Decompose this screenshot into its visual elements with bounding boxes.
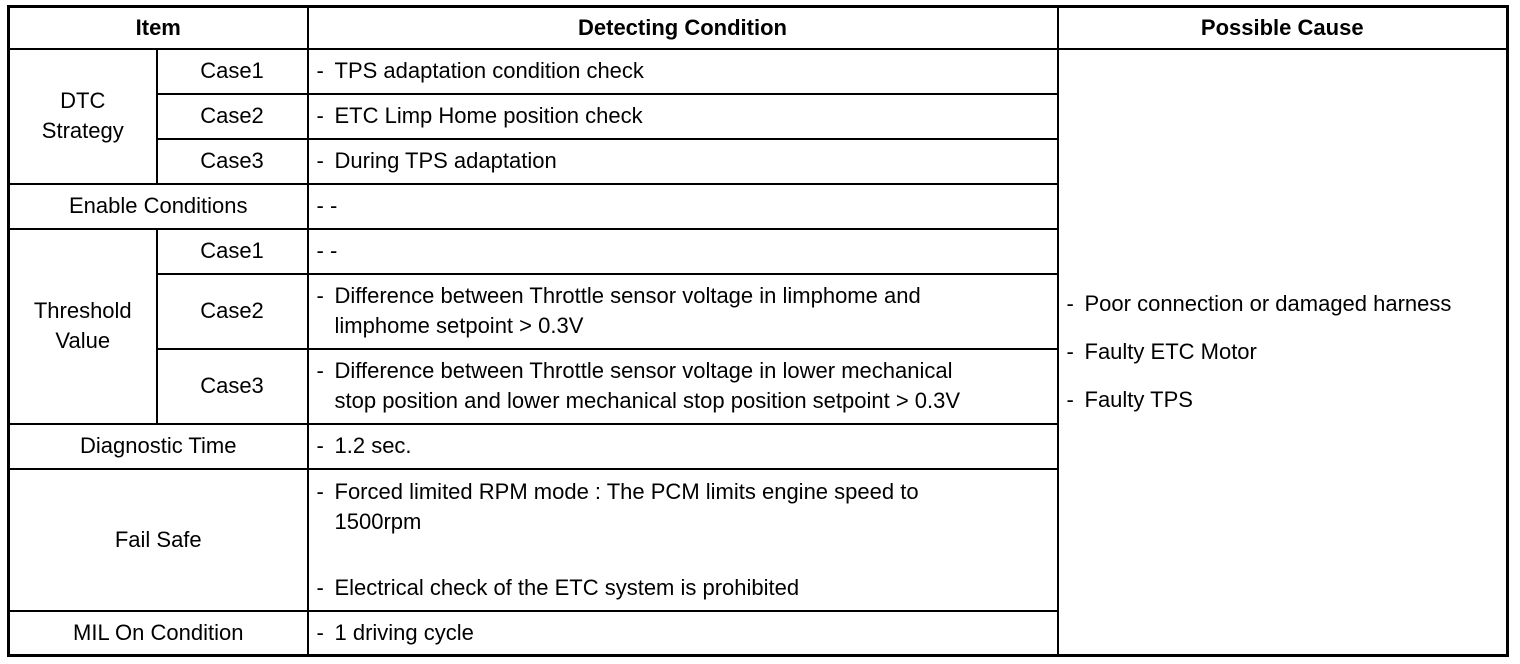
case-label: Case2 (157, 274, 308, 349)
condition-cell: - - (308, 229, 1058, 274)
condition-cell: - Forced limited RPM mode : The PCM limits engine speed to 1500rpm - Electrical check of the ETC system is prohibited (308, 469, 1058, 611)
case-label: Case1 (157, 49, 308, 94)
header-row (9, 7, 1508, 49)
condition-cell: - ETC Limp Home position check (308, 94, 1058, 139)
diagnostic-time-label: Diagnostic Time (9, 424, 308, 469)
header-detecting-condition: Detecting Condition (308, 7, 1058, 49)
dtc-strategy-label: DTC Strategy (9, 49, 157, 184)
mil-on-condition-label: MIL On Condition (9, 611, 308, 656)
header-possible-cause: Possible Cause (1058, 7, 1508, 49)
header-item: Item (9, 7, 308, 49)
case-label: Case3 (157, 349, 308, 424)
table-row (9, 49, 1508, 94)
enable-conditions-label: Enable Conditions (9, 184, 308, 229)
condition-cell: - TPS adaptation condition check (308, 49, 1058, 94)
condition-cell: - 1.2 sec. (308, 424, 1058, 469)
fail-safe-label: Fail Safe (9, 469, 308, 611)
condition-cell: - 1 driving cycle (308, 611, 1058, 656)
case-label: Case3 (157, 139, 308, 184)
condition-cell: - Difference between Throttle sensor voltage in lower mechanical stop position and lower mechanical stop position setpoint > 0.3V (308, 349, 1058, 424)
possible-cause-cell: - Poor connection or damaged harness - Faulty ETC Motor - Faulty TPS (1058, 49, 1508, 656)
case-label: Case2 (157, 94, 308, 139)
cause-item: Faulty ETC Motor (1084, 338, 1257, 364)
condition-cell: - Difference between Throttle sensor voltage in limphome and limphome setpoint > 0.3V (308, 274, 1058, 349)
case-label: Case1 (157, 229, 308, 274)
cause-item: Poor connection or damaged harness (1084, 290, 1452, 316)
condition-cell: - During TPS adaptation (308, 139, 1058, 184)
threshold-value-label: Threshold Value (9, 229, 157, 424)
condition-cell: - - (308, 184, 1058, 229)
cause-item: Faulty TPS (1084, 386, 1193, 412)
dtc-table (7, 5, 1509, 657)
